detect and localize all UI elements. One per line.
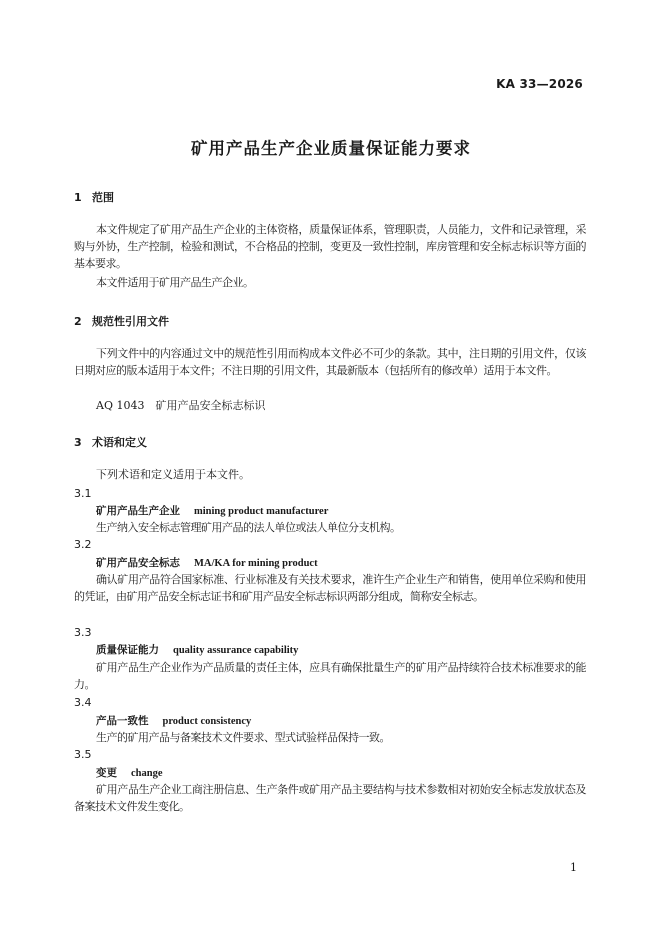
term-number: 3.3: [74, 626, 92, 639]
document-title: 矿用产品生产企业质量保证能力要求: [191, 139, 471, 158]
scope-applicability: 本文件适用于矿用产品生产企业。: [96, 276, 254, 289]
terms-intro: 下列术语和定义适用于本文件。: [96, 468, 250, 481]
document-code: KA 33—2026: [496, 77, 583, 91]
section-number: 3: [74, 436, 82, 449]
term-definition: 矿用产品生产企业作为产品质量的责任主体，应具有确保批量生产的矿用产品持续符合技术标准要求的能力。: [74, 661, 586, 691]
term-number: 3.1: [74, 487, 92, 500]
section-1-heading: [74, 189, 114, 205]
term-number: 3.4: [74, 696, 92, 709]
section-title: 术语和定义: [92, 436, 147, 449]
term-definition: 矿用产品生产企业工商注册信息、生产条件或矿用产品主要结构与技术参数相对初始安全标志发放状态及备案技术文件发生变化。: [74, 783, 586, 813]
section-title: 范围: [92, 191, 114, 204]
term-en: MA/KA for mining product: [194, 558, 318, 569]
section-number: 1: [74, 191, 82, 204]
section-2-heading: [74, 313, 169, 329]
term-title: [96, 503, 328, 518]
term-zh: 产品一致性: [96, 715, 149, 727]
term-zh: 矿用产品安全标志: [96, 557, 180, 569]
term-number: 3.2: [74, 538, 92, 551]
term-en: change: [131, 768, 163, 779]
term-definition: 确认矿用产品符合国家标准、行业标准及有关技术要求，准许生产企业生产和销售，使用单位采购和使用的凭证，由矿用产品安全标志证书和矿用产品安全标志标识两部分组成，简称安全标志。: [74, 573, 586, 603]
term-zh: 质量保证能力: [96, 644, 159, 656]
term-en: quality assurance capability: [173, 645, 299, 656]
term-zh: 矿用产品生产企业: [96, 505, 180, 517]
term-number: 3.5: [74, 748, 92, 761]
section-3-heading: [74, 434, 147, 450]
section-title: 规范性引用文件: [92, 315, 169, 328]
normative-references-paragraph: 下列文件中的内容通过文中的规范性引用而构成本文件必不可少的条款。其中，注日期的引用文件，仅该日期对应的版本适用于本文件；不注日期的引用文件，其最新版本（包括所有的修改单）适用于本文件。: [74, 347, 586, 377]
reference-item: AQ 1043 矿用产品安全标志标识: [96, 399, 266, 412]
section-number: 2: [74, 315, 82, 328]
scope-paragraph: 本文件规定了矿用产品生产企业的主体资格，质量保证体系，管理职责，人员能力，文件和记录管理，采购与外协，生产控制，检验和测试，不合格品的控制，变更及一致性控制，库房管理和安全标志标识等方面的基本要求。: [74, 223, 586, 270]
term-title: [96, 642, 298, 657]
term-definition: 生产的矿用产品与备案技术文件要求、型式试验样品保持一致。: [96, 731, 390, 744]
term-title: [96, 713, 251, 728]
page-number: 1: [570, 861, 577, 874]
term-title: [96, 555, 318, 570]
term-en: product consistency: [162, 716, 252, 727]
term-definition: 生产纳入安全标志管理矿用产品的法人单位或法人单位分支机构。: [96, 521, 401, 534]
term-zh: 变更: [96, 767, 117, 779]
term-title: [96, 765, 163, 780]
term-en: mining product manufacturer: [194, 506, 329, 517]
